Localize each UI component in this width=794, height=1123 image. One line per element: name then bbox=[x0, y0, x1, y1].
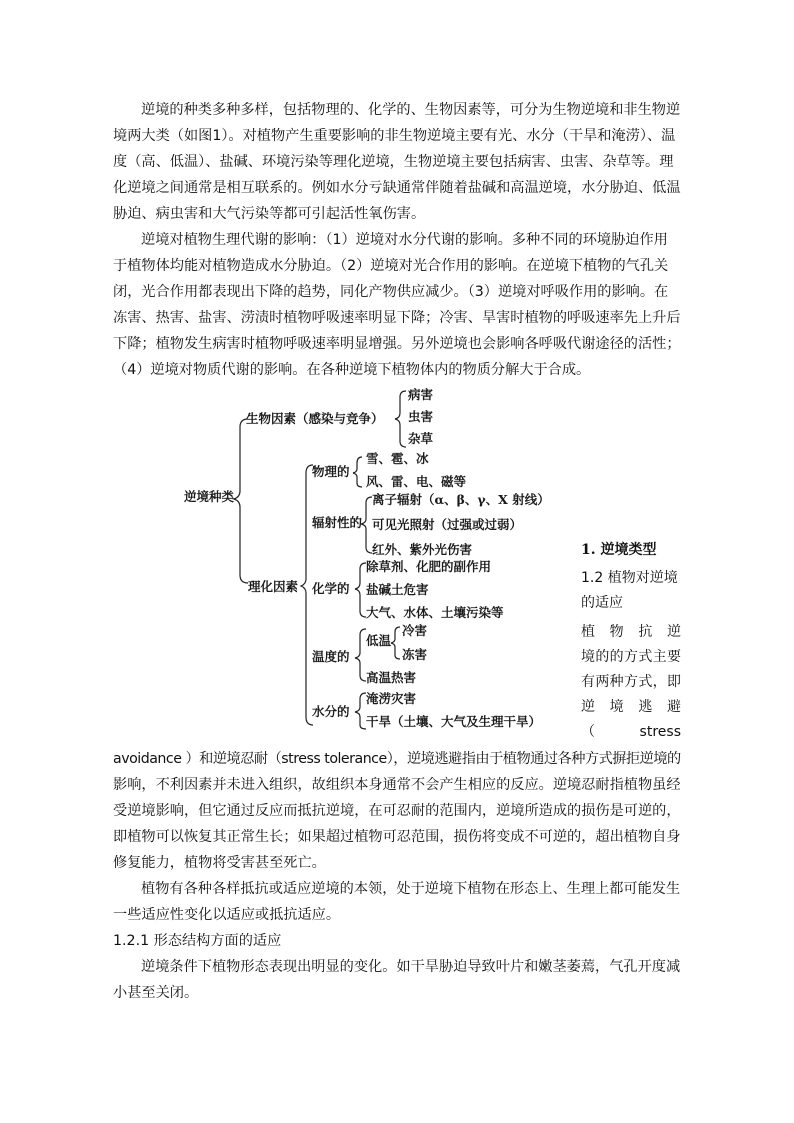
diagram-bio: 生物因素（感染与竞争） bbox=[246, 411, 384, 426]
figure-caption: 1. 逆境类型 bbox=[581, 542, 657, 558]
root-brace bbox=[234, 419, 248, 583]
diagram-radiation: 辐射性的 bbox=[312, 515, 363, 530]
radiation-brace bbox=[361, 497, 372, 553]
paragraph-avoidance: 影响，不利因素并未进入组织，故组织本身通常不会产生相应的反应。逆境忍耐指植物虽经受逆境影响，但它通过反应而抵抗逆境，在可忍耐的范围内，逆境所造成的损伤是可逆的，即植物可以恢复其正常生长；如果超过植物可忍范围，损伤将变成不可逆的，超出植物自身修复能力，植物将受害甚至死亡。 bbox=[113, 777, 681, 871]
diagram-low-temp-item: 冷害 bbox=[402, 623, 428, 638]
paragraph-avoidance-first-line: avoidance ）和逆境忍耐（stress tolerance），逆境逃避指由于植物通过各种方式摒拒逆境的 bbox=[113, 751, 681, 767]
side-text-line: 逆 境 逃 避 bbox=[581, 699, 681, 715]
diagram-radiation-item: 离子辐射（α、β、γ、X 射线） bbox=[372, 492, 550, 507]
chemical-brace bbox=[355, 563, 366, 617]
section-heading-1-2: 1.2 植物对逆境的适应 bbox=[581, 570, 678, 611]
section-heading-1-2-1: 1.2.1 形态结构方面的适应 bbox=[113, 933, 282, 949]
stress-types-diagram bbox=[176, 383, 576, 733]
diagram-temperature: 温度的 bbox=[312, 649, 350, 664]
diagram-water-item: 干旱（土壤、大气及生理干旱） bbox=[366, 714, 542, 729]
diagram-low-temp: 低温 bbox=[366, 633, 392, 648]
paragraph-morphology: 逆境条件下植物形态表现出明显的变化。如干旱胁迫导致叶片和嫩茎萎蔫，气孔开度减小甚至关闭。 bbox=[113, 959, 681, 1001]
diagram-radiation-item: 可见光照射（过强或过弱） bbox=[372, 517, 523, 532]
diagram-chemical: 化学的 bbox=[312, 581, 350, 596]
diagram-chemical-item: 盐碱土危害 bbox=[366, 582, 429, 597]
bio-brace bbox=[395, 391, 406, 447]
diagram-chemical-item: 大气、水体、土壤污染等 bbox=[366, 605, 504, 620]
diagram-low-temp-item: 冻害 bbox=[402, 647, 428, 662]
diagram-physical-item: 风、雷、电、磁等 bbox=[366, 474, 467, 489]
paragraph-metabolism: 逆境对植物生理代谢的影响：（1）逆境对水分代谢的影响。多种不同的环境胁迫作用于植物体均能对植物造成水分胁迫。（2）逆境对光合作用的影响。在逆境下植物的气孔关闭，光合作用都表现出下降的趋势，同化产物供应减少。（3）逆境对呼吸作用的影响。在冻害、热害、盐害、涝渍时植物呼吸速率明显下降；冷害、旱害时植物的呼吸速率先上升后下降；植物发生病害时植物呼吸速率明显增强。另外逆境也会影响各呼吸代谢途径的活性；（4）逆境对物质代谢的影响。在各种逆境下植物体内的物质分解大于合成。 bbox=[113, 232, 681, 378]
diagram-radiation-item: 红外、紫外光伤害 bbox=[372, 542, 473, 557]
diagram-bio-item: 杂草 bbox=[408, 431, 434, 446]
diagram-physical-item: 雪、雹、冰 bbox=[366, 451, 429, 466]
diagram-water-item: 淹涝灾害 bbox=[366, 691, 417, 706]
paragraph-intro: 逆境的种类多种多样，包括物理的、化学的、生物因素等，可分为生物逆境和非生物逆境两大类（如图1）。对植物产生重要影响的非生物逆境主要有光、水分（干旱和淹涝）、温度（高、低温）、盐碱、环境污染等理化逆境，生物逆境主要包括病害、虫害、杂草等。理化逆境之间通常是相互联系的。例如水分亏缺通常伴随着盐碱和高温逆境，水分胁迫、低温胁迫、病虫害和大气污染等都可引起活性氧伤害。 bbox=[113, 102, 681, 222]
side-text-line: 有两种方式，即 bbox=[581, 674, 681, 690]
physical-brace bbox=[353, 457, 362, 487]
temperature-brace bbox=[355, 629, 366, 681]
side-text-line: 植 物 抗 逆 bbox=[581, 624, 681, 640]
water-brace bbox=[355, 693, 366, 729]
diagram-chemical-item: 除草剂、化肥的副作用 bbox=[366, 559, 492, 574]
diagram-water: 水分的 bbox=[312, 704, 350, 719]
paragraph-adaptation: 植物有各种各样抵抗或适应逆境的本领，处于逆境下植物在形态上、生理上都可能发生一些适应性变化以适应或抵抗适应。 bbox=[113, 881, 681, 923]
side-text-line: 境的的方式主要 bbox=[581, 649, 681, 665]
diagram-physical: 物理的 bbox=[312, 464, 350, 479]
diagram-bio-item: 病害 bbox=[408, 387, 434, 402]
diagram-high-temp: 高温热害 bbox=[366, 670, 417, 685]
low-temp-brace bbox=[391, 627, 400, 659]
diagram-phys: 理化因素 bbox=[248, 579, 299, 594]
diagram-bio-item: 虫害 bbox=[408, 409, 434, 424]
side-text-line: （ stress bbox=[581, 724, 681, 740]
diagram-root: 逆境种类 bbox=[184, 489, 235, 504]
